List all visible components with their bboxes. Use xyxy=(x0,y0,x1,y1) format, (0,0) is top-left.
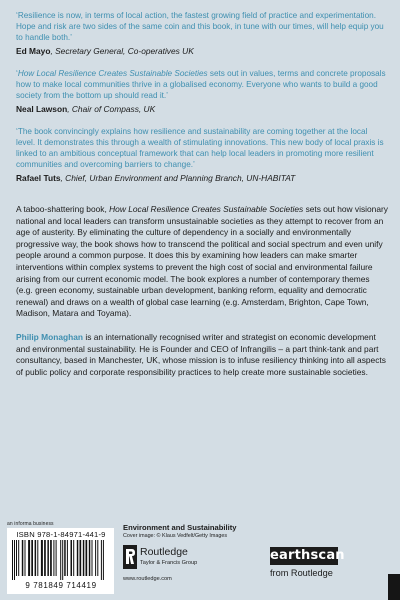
barcode-bar xyxy=(95,540,96,576)
barcode-bar xyxy=(103,540,104,580)
barcode-bar xyxy=(12,540,13,580)
barcode-bar xyxy=(14,540,15,580)
book-description: A taboo-shattering book, How Local Resilience Creates Sustainable Societies sets out how visionary national and local leaders can transform unsustainable societies as they attempt to recover from an age of austerity. By eliminating the culture of dependency in a socially and environmentally progressive way, the book shows how to transcend the political and social spectrum and even unify people around a common purpose. It does this by examining how leaders can make smarter interventions within complex systems to prevent the high cost of social and environmental failure arising from our current economic model. The book explores a number of contemporary themes (e.g. green economy, sustainable urban development, banking reform, equality and democratic renewal) and draws on a wealth of global case learning (e.g. Amsterdam, Brighton, Cape Town, Madison, Matara and Toyama). xyxy=(16,204,388,319)
barcode-bar xyxy=(67,540,68,576)
barcode-bar xyxy=(62,540,63,580)
barcode-bar xyxy=(37,540,38,576)
barcode-graphic xyxy=(11,540,111,580)
endorser-name: Neal Lawson xyxy=(16,104,68,114)
publisher-website: www.routledge.com xyxy=(123,576,172,582)
cover-text xyxy=(16,10,388,390)
barcode-bar xyxy=(101,540,102,580)
barcode-bar xyxy=(47,540,49,576)
barcode-bar xyxy=(71,540,73,576)
barcode-bar xyxy=(80,540,82,576)
barcode-bar xyxy=(22,540,24,576)
barcode-bar xyxy=(50,540,52,576)
endorsement-2 xyxy=(16,68,388,115)
barcode-bar xyxy=(41,540,43,576)
endorser-role: , Chair of Compass, UK xyxy=(67,104,156,114)
informa-tagline: an informa business xyxy=(7,521,54,527)
isbn-number: ISBN 978-1-84971-441-9 xyxy=(16,530,106,539)
isbn-barcode xyxy=(7,528,114,594)
barcode-bar xyxy=(28,540,30,576)
endorsement-quote: ‘The book convincingly explains how resilience and sustainability are coming together at the local level. It demonstrates this through a wealth of stimulating innovations. This new body of local praxis is linked to an ambitious conceptual framework that can help local leaders in promoting more resilient communities and overcoming barriers to change.’ xyxy=(16,127,384,169)
barcode-bar xyxy=(35,540,37,576)
author-name: Philip Monaghan xyxy=(16,331,83,342)
barcode-bar xyxy=(16,540,17,576)
corner-mark xyxy=(388,574,400,600)
earthscan-wordmark: earthscan xyxy=(270,548,345,563)
barcode-bar xyxy=(77,540,79,576)
endorser-role: , Chief, Urban Environment and Planning Branch, UN-HABITAT xyxy=(60,173,296,183)
barcode-bar xyxy=(18,540,19,576)
endorsement-3 xyxy=(16,126,388,184)
endorsement-attribution xyxy=(16,46,388,57)
earthscan-logo xyxy=(270,547,345,565)
barcode-bar xyxy=(64,540,66,576)
author-bio: Philip Monaghan is an internationally recognised writer and strategist on economic development and environmental sustainability. He is Founder and CEO of Infrangilis – a part think-tank and part consultancy, based in Manchester, UK, whose mission is to infuse resiliency thinking into all aspects of public policy and corporate responsibility practices to help create more sustainable societies. xyxy=(16,331,386,377)
barcode-bar xyxy=(44,540,46,576)
endorsement-quote: ‘Resilience is now, in terms of local action, the fastest growing field of practice and experimentation. Hope and risk are two sides of the same coin and this book, in tune with our times, will help equip you to handle both.’ xyxy=(16,11,384,42)
endorsement-attribution xyxy=(16,173,388,184)
barcode-bar xyxy=(83,540,85,576)
publisher-group: Taylor & Francis Group xyxy=(140,560,198,566)
barcode-bar xyxy=(31,540,33,576)
endorsement-quote: ‘How Local Resilience Creates Sustainable Societies sets out in values, terms and concrete proposals how to make local communities thrive in a globalised economy. Everyone who wants to build a good society from the bottom up should read it.’ xyxy=(16,69,386,100)
barcode-bar xyxy=(97,540,98,576)
barcode-bar xyxy=(60,540,61,580)
barcode-bar xyxy=(56,540,57,576)
endorser-name: Ed Mayo xyxy=(16,46,51,56)
endorser-name: Rafael Tuts xyxy=(16,173,61,183)
barcode-bar xyxy=(53,540,54,576)
publisher-name: Routledge xyxy=(140,546,188,558)
barcode-bar xyxy=(73,540,74,576)
cover-credit: Cover image: © Klaus Vedfelt/Getty Images xyxy=(123,533,228,539)
routledge-logo-icon xyxy=(123,545,137,569)
barcode-bar xyxy=(86,540,88,576)
imprint-tagline: from Routledge xyxy=(270,568,333,578)
barcode-bar xyxy=(92,540,93,576)
barcode-bar xyxy=(89,540,91,576)
endorsement-1 xyxy=(16,10,388,57)
endorser-role: , Secretary General, Co-operatives UK xyxy=(50,46,194,56)
endorsement-attribution xyxy=(16,104,388,115)
barcode-digits: 9 781849 714419 xyxy=(25,581,97,590)
barcode-bar xyxy=(25,540,26,576)
book-title: How Local Resilience Creates Sustainable Societies xyxy=(109,204,304,214)
series-title: Environment and Sustainability xyxy=(123,523,237,532)
